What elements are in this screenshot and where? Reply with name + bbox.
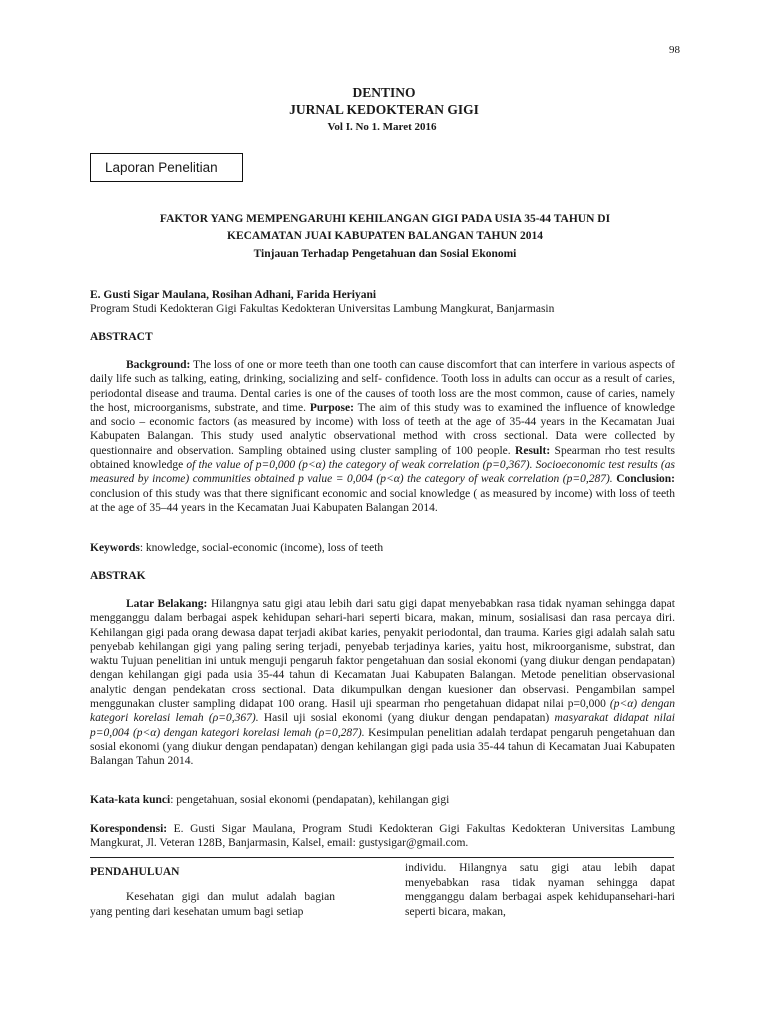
keywords xyxy=(90,542,680,554)
pendahuluan-heading: PENDAHULUAN xyxy=(90,866,180,878)
pendahuluan-right-text: individu. Hilangnya satu gigi atau lebih dapat menyebabkan rasa tidak nyaman sehingga dapat mengganggu dalam berbagai aspek kehidupansehari-hari seperti bicara, makan, xyxy=(405,862,675,918)
journal-issue: Vol I. No 1. Maret 2016 xyxy=(327,121,437,133)
background-label: Background: xyxy=(126,359,191,371)
abstrak-stat-2: masyarakat didapat nilai p=0,004 (p<α) dengan kategori korelasi lemah (ρ=0,287). xyxy=(90,712,675,739)
abstrak-text-3: Kesimpulan penelitian adalah terdapat pengaruh pengetahuan dan sosial ekonomi (yang diukur dengan pendapatan) dengan kehilangan gigi pada usia 35-44 tahun di Kecamatan Juai Kabupaten Balangan Tahun 2014. xyxy=(90,726,675,768)
abstrak-text-1: Hilangnya satu gigi atau lebih dari satu gigi dapat menyebabkan rasa tidak nyaman sehingga dapat mengganggu dalam berbagai aspek kehidupan sehari-hari seperti bicara, makan, minum, sosialisasi dan rasa percaya diri. Kehilangan gigi pada orang dewasa dapat terjadi akibat karies, penyakit periodontal, dan trauma. Karies gigi adalah salah satu penyebab kehilangan gigi yang paling sering terjadi, penyebab terjadinya karies, yaitu host, mikroorganisme, substrat, dan waktu Tujuan penelitian ini untuk menguji pengaruh faktor pengetahuan dan sosial ekonomi (yang diukur dengan pendapatan) dengan kehilangan gigi pada usia 35-44 tahun di Kecamatan Juai Kabupaten Balangan. Metode penelitian observasional analytic dengan pendekatan cross sectional. Data dikumpulkan dengan kuesioner dan observasi. Pengambilan sampel menggunakan cluster sampling didapat 100 orang. Hasil uji spearman rho pengetahuan didapat nilai p=0,000 xyxy=(90,598,675,711)
conclusion-label: Conclusion: xyxy=(616,473,675,486)
abstract-heading: ABSTRACT xyxy=(90,331,153,343)
pendahuluan-left-column xyxy=(90,890,335,919)
article-type-box: Laporan Penelitian xyxy=(90,153,243,182)
result-text: Spearman rho test results obtained knowledge xyxy=(90,444,675,472)
abstrak-text-2: Hasil uji sosial ekonomi (yang diukur dengan pendapatan) xyxy=(258,712,555,725)
abstrak-body xyxy=(90,597,675,769)
abstrak-heading: ABSTRAK xyxy=(90,570,146,582)
background-text: The loss of one or more teeth than one tooth can cause discomfort that can interfere in various aspects of daily life such as talking, eating, drinking, socializing and self- confidence. Tooth loss in adults can occur as a result of caries, periodontal disease and trauma. Dental caries is one of the causes of tooth loss are the most common, cause of caries, namely the host, microorganisms, substrate, and time. xyxy=(90,359,675,414)
correspondence-label: Korespondensi: xyxy=(90,823,168,835)
result-label: Result: xyxy=(515,444,551,457)
purpose-label: Purpose: xyxy=(309,401,354,414)
article-title-line-1: FAKTOR YANG MEMPENGARUHI KEHILANGAN GIGI PADA USIA 35-44 TAHUN DI xyxy=(159,213,611,225)
kata-kunci xyxy=(90,794,680,806)
result-statistics: of the value of p=0,000 (p<α) the category of weak correlation (p=0,367). Socioeconomic test results (as measured by income) communities obtained p value = 0,004 (p<α) the category of weak correlation (p=0,287). xyxy=(90,459,675,486)
latar-belakang-label: Latar Belakang: xyxy=(126,598,208,610)
author-list: E. Gusti Sigar Maulana, Rosihan Adhani, Farida Heriyani xyxy=(90,289,377,301)
pendahuluan-left-text: Kesehatan gigi dan mulut adalah bagian yang penting dari kesehatan umum bagi setiap xyxy=(90,891,335,918)
purpose-text: The aim of this study was to examined the influence of knowledge and socio – economic factors (as measured by income) with loss of teeth at the age of 35-44 years in the Kecamatan Juai Kabupaten Balangan. This study used analytic observational method with cross sectional. Data were collected by questionnaire and observation. Sampling obtained using cluster sampling of 100 people. xyxy=(90,401,675,457)
article-title-line-2: KECAMATAN JUAI KABUPATEN BALANGAN TAHUN 2014 xyxy=(227,230,543,242)
keywords-text: : knowledge, social-economic (income), loss of teeth xyxy=(139,542,384,554)
page-number: 98 xyxy=(669,44,680,56)
conclusion-text: conclusion of this study was that there significant economic and social knowledge ( as measured by income) with loss of teeth at the age of 35–44 years in the Kecamatan Juai Kabupaten Balangan 2014. xyxy=(90,487,675,514)
keywords-label: Keywords xyxy=(90,542,140,554)
abstrak-stat-1: (p<α) dengan kategori korelasi lemah (ρ=0,367). xyxy=(90,698,675,725)
abstract-body xyxy=(90,358,675,515)
section-divider xyxy=(90,857,674,858)
correspondence xyxy=(90,822,675,851)
pendahuluan-right-column xyxy=(405,861,675,919)
journal-name: DENTINO xyxy=(352,85,416,100)
journal-subtitle: JURNAL KEDOKTERAN GIGI xyxy=(289,102,479,117)
kata-kunci-text: : pengetahuan, sosial ekonomi (pendapatan), kehilangan gigi xyxy=(170,794,450,806)
kata-kunci-label: Kata-kata kunci xyxy=(90,794,171,806)
correspondence-text: E. Gusti Sigar Maulana, Program Studi Kedokteran Gigi Fakultas Kedokteran Universitas Lambung Mangkurat, Jl. Veteran 128B, Banjarmasin, Kalsel, email: gustysigar@gmail.com. xyxy=(90,823,675,850)
article-subtitle: Tinjauan Terhadap Pengetahuan dan Sosial Ekonomi xyxy=(253,248,517,260)
author-affiliation: Program Studi Kedokteran Gigi Fakultas Kedokteran Universitas Lambung Mangkurat, Banjarmasin xyxy=(90,303,555,315)
